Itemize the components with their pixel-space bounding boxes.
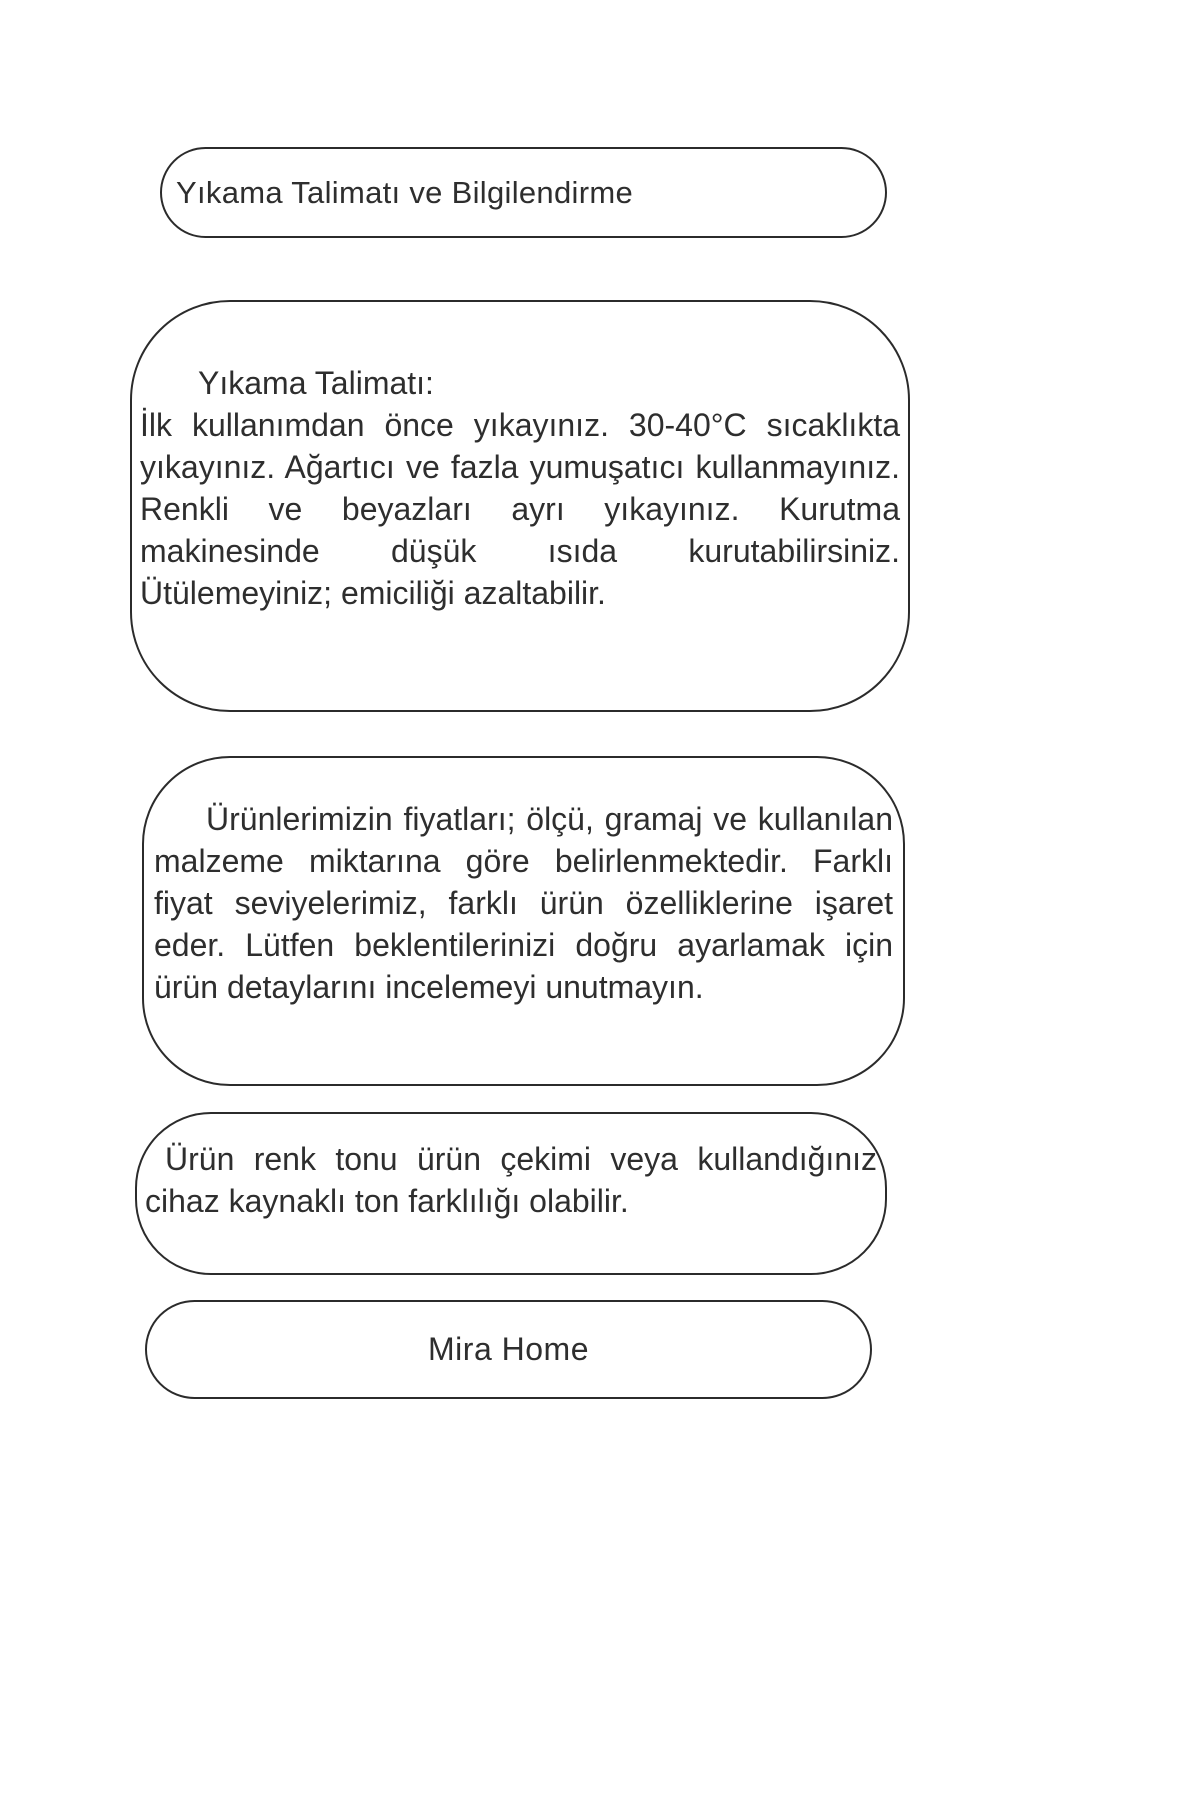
washing-instructions-card: [130, 300, 910, 712]
color-tone-note-text: Ürün renk tonu ürün çekimi veya kullandığınız cihaz kaynaklı ton farklılığı olabilir.: [145, 1141, 877, 1219]
header-card: [160, 147, 887, 238]
pricing-info-card: [142, 756, 905, 1086]
washing-instructions-text: İlk kullanımdan önce yıkayınız. 30-40°C sıcaklıkta yıkayınız. Ağartıcı ve fazla yumuşatıcı kullanmayınız. Renkli ve beyazları ayrı yıkayınız. Kurutma makinesinde düşük ısıda kurutabilirsiniz. Ütülemeyiniz; emiciliği azaltabilir.: [140, 407, 900, 611]
page-title: Yıkama Talimatı ve Bilgilendirme: [176, 174, 633, 210]
color-tone-note-card: [135, 1112, 887, 1275]
washing-instructions-heading: Yıkama Talimatı:: [198, 365, 434, 401]
brand-name: Mira Home: [428, 1331, 589, 1367]
pricing-info-text: Ürünlerimizin fiyatları; ölçü, gramaj ve kullanılan malzeme miktarına göre belirlenmektedir. Farklı fiyat seviyelerimiz, farklı ürün özelliklerine işaret eder. Lütfen beklentilerinizi doğru ayarlamak için ürün detaylarını incelemeyi unutmayın.: [154, 801, 893, 1005]
brand-card: [145, 1300, 872, 1399]
